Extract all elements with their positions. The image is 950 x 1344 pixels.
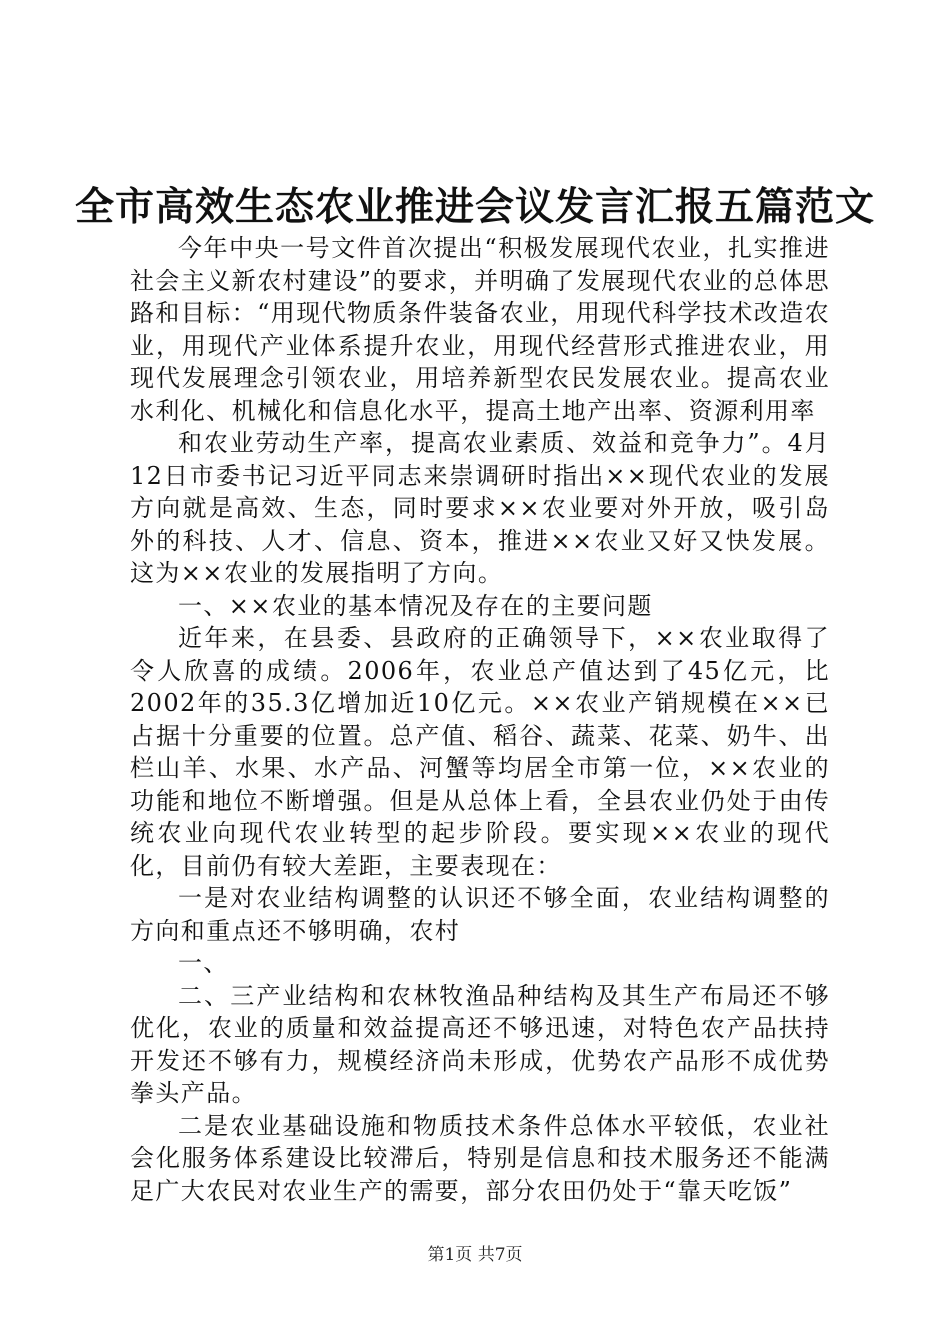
paragraph: 二是农业基础设施和物质技术条件总体水平较低，农业社会化服务体系建设比较滞后，特别是信息和技术服务还不能满足广大农民对农业生产的需要，部分农田仍处于“靠天吃饭” [130, 1111, 830, 1205]
paragraph: 今年中央一号文件首次提出“积极发展现代农业，扎实推进社会主义新农村建设”的要求，并明确了发展现代农业的总体思路和目标：“用现代物质条件装备农业，用现代科学技术改造农业，用现代产业体系提升农业，用现代经营形式推进农业，用现代发展理念引领农业，用培养新型农民发展农业。提高农业水利化、机械化和信息化水平，提高土地产出率、资源利用率 [130, 234, 830, 425]
page-footer: 第1页 共7页 [427, 1245, 523, 1265]
paragraph: 和农业劳动生产率，提高农业素质、效益和竞争力”。4月12日市委书记习近平同志来崇调研时指出××现代农业的发展方向就是高效、生态，同时要求××农业要对外开放，吸引岛外的科技、人才、信息、资本，推进××农业又好又快发展。这为××农业的发展指明了方向。 [130, 429, 830, 587]
section-heading: 一、××农业的基本情况及存在的主要问题 [178, 591, 653, 620]
paragraph: 一、 [178, 949, 229, 977]
document-title: 全市高效生态农业推进会议发言汇报五篇范文 [74, 184, 875, 230]
document-body [130, 232, 830, 1207]
paragraph: 一是对农业结构调整的认识还不够全面，农业结构调整的方向和重点还不够明确，农村 [130, 884, 830, 945]
paragraph: 近年来，在县委、县政府的正确领导下，××农业取得了令人欣喜的成绩。2006年，农业总产值达到了45亿元，比2002年的35.3亿增加近10亿元。××农业产销规模在××已占据十分重要的位置。总产值、稻谷、蔬菜、花菜、奶牛、出栏山羊、水果、水产品、河蟹等均居全市第一位，××农业的功能和地位不断增强。但是从总体上看，全县农业仍处于由传统农业向现代农业转型的起步阶段。要实现××农业的现代化，目前仍有较大差距，主要表现在： [130, 624, 830, 880]
paragraph: 二、三产业结构和农林牧渔品种结构及其生产布局还不够优化，农业的质量和效益提高还不够迅速，对特色农产品扶持开发还不够有力，规模经济尚未形成，优势农产品形不成优势拳头产品。 [130, 981, 830, 1107]
